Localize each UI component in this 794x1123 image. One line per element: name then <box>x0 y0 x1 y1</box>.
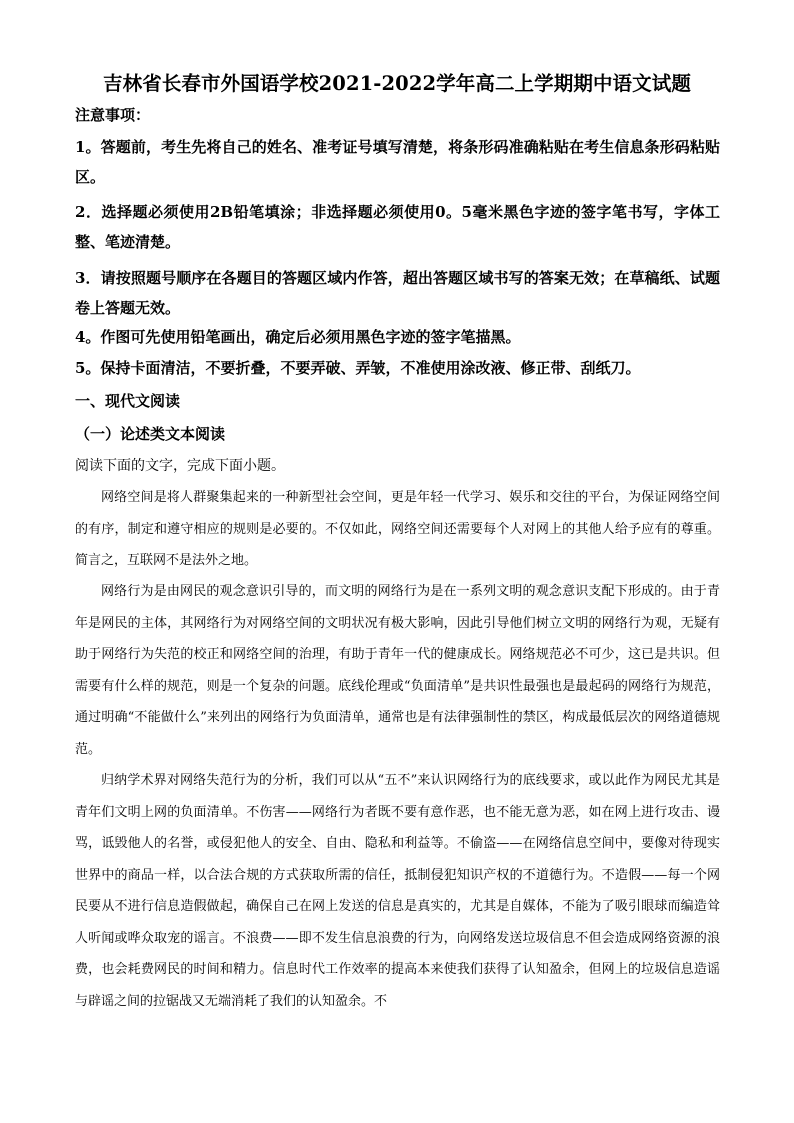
passage-paragraph-2: 网络行为是由网民的观念意识引导的，而文明的网络行为是在一系列文明的观念意识支配下形成的。由于青年是网民的主体，其网络行为对网络空间的文明状况有极大影响，因此引导他们树立文明的网络行为观，无疑有助于网络行为失范的校正和网络空间的治理，有助于青年一代的健康成长。网络规范必不可少，这已是共识。但需要有什么样的规范，则是一个复杂的问题。底线伦理或“负面清单”是共识性最强也是最起码的网络行为规范，通过明确“不能做什么”来列出的网络行为负面清单，通常也是有法律强制性的禁区，构成最低层次的网络道德规范。 <box>75 584 720 757</box>
notice-item-5: 5。保持卡面清洁，不要折叠，不要弄破、弄皱，不准使用涂改液、修正带、刮纸刀。 <box>75 359 641 377</box>
notice-heading: 注意事项： <box>75 106 151 124</box>
notice-item-4: 4。作图可先使用铅笔画出，确定后必须用黑色字迹的签字笔描黑。 <box>75 328 521 346</box>
notice-item-1: 1。答题前，考生先将自己的姓名、准考证号填写清楚，将条形码准确粘贴在考生信息条形码粘贴区。 <box>75 138 720 186</box>
notice-item-3: 3．请按照题号顺序在各题目的答题区域内作答，超出答题区域书写的答案无效；在草稿纸、试题卷上答题无效。 <box>75 269 720 317</box>
passage-paragraph-1: 网络空间是将人群聚集起来的一种新型社会空间，更是年轻一代学习、娱乐和交往的平台，为保证网络空间的有序，制定和遵守相应的规则是必要的。不仅如此，网络空间还需要每个人对网上的其他人给予应有的尊重。简言之，互联网不是法外之地。 <box>75 490 720 568</box>
passage-paragraph-3: 归纳学术界对网络失范行为的分析，我们可以从“五不”来认识网络行为的底线要求，或以此作为网民尤其是青年们文明上网的负面清单。不伤害——网络行为者既不要有意作恶，也不能无意为恶，如在网上进行攻击、谩骂，诋毁他人的名誉，或侵犯他人的安全、自由、隐私和利益等。不偷盗——在网络信息空间中，要像对待现实世界中的商品一样，以合法合规的方式获取所需的信任，抵制侵犯知识产权的不道德行为。不造假——每一个网民要从不进行信息造假做起，确保自己在网上发送的信息是真实的，尤其是自媒体，不能为了吸引眼球而编造耸人听闻或哗众取宠的谣言。不浪费——即不发生信息浪费的行为，向网络发送垃圾信息不但会造成网络资源的浪费，也会耗费网民的时间和精力。信息时代工作效率的提高本来使我们获得了认知盈余，但网上的垃圾信息造谣与辟谣之间的拉锯战又无端消耗了我们的认知盈余。不 <box>75 773 720 1009</box>
notice-item-2: 2．选择题必须使用2B铅笔填涂；非选择题必须使用0。5毫米黑色字迹的签字笔书写，字体工整、笔迹清楚。 <box>75 203 720 251</box>
section-heading: 一、现代文阅读 <box>75 392 181 410</box>
document-title: 吉林省长春市外国语学校2021-2022学年高二上学期期中语文试题 <box>103 72 691 95</box>
subsection-heading: （一）论述类文本阅读 <box>75 425 226 443</box>
reading-instruction: 阅读下面的文字，完成下面小题。 <box>75 458 285 474</box>
